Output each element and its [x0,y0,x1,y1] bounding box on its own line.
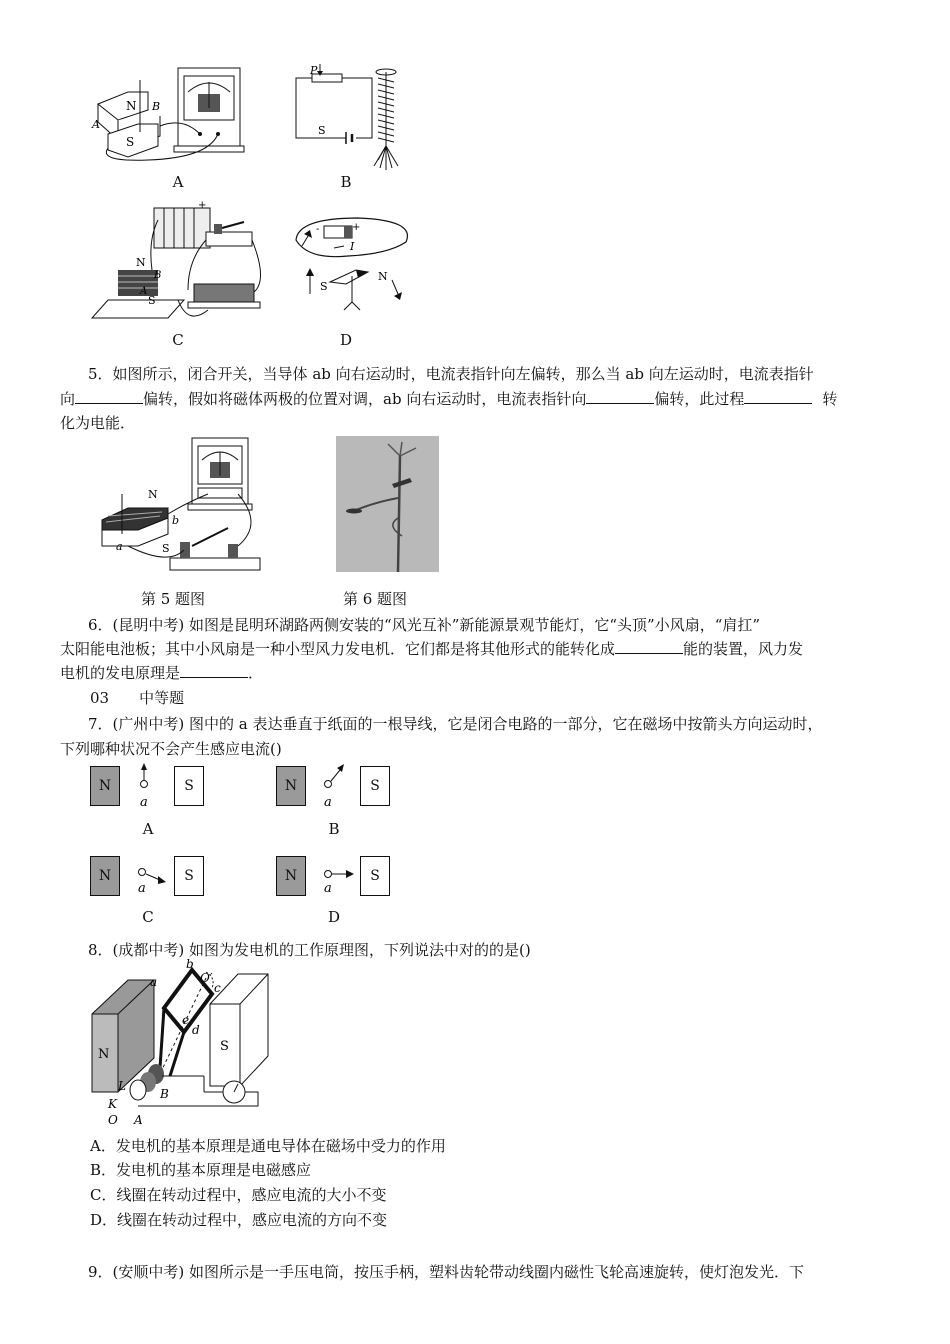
fig8-c-label: c [214,981,221,995]
q6-blank-1[interactable] [615,639,683,654]
fig4c-s-label: S [148,294,156,307]
section-title: 中等题 [139,689,185,707]
fig8-n-label: N [98,1047,110,1062]
q5-blank-1[interactable] [75,389,143,404]
q6-line1: 6．(昆明中考) 如图是昆明环湖路两侧安装的“风光互补”新能源景观节能灯，它“头顶”小风扇，“肩扛” [88,616,761,634]
fig4d-plus: + [352,222,361,233]
q6-line2: 太阳能电池板；其中小风扇是一种小型风力发电机．它们都是将其他形式的能转化成 能的装置，风力发 [60,640,804,658]
fig5-n-label: N [148,488,158,501]
q7a-n-pole: N [90,766,120,806]
q7b-n-pole: N [276,766,306,806]
fig8-b-label: b [186,958,194,971]
q9-number: 9 [88,1263,98,1281]
figure-5-caption: 第 5 题图 [140,590,206,608]
svg-text:a: a [324,881,332,896]
q5-number: 5 [88,365,98,383]
q7-option-a-label[interactable]: A [142,820,154,838]
fig4a-s-label: S [126,135,135,149]
q6-blank-2[interactable] [180,663,248,678]
q7d-s-pole: S [360,856,390,896]
fig8-b2-label: B [160,1087,169,1101]
q7-number: 7 [88,715,98,733]
svg-text:a: a [140,795,148,810]
q7b-wire [318,760,348,810]
fig4a-a-label: A [92,118,100,131]
q5-line1: 5．如图所示，闭合开关，当导体 ab 向右运动时，电流表指针向左偏转，那么当 ab 向左运动时，电流表指针 [88,365,814,383]
fig5-b-label: b [172,514,180,527]
fig8-d-label: d [192,1023,200,1037]
figure-4b [290,62,420,172]
figure-4d-label: D [339,331,353,349]
fig4c-plus: + [198,200,207,211]
figure-4b-label: B [340,173,352,191]
fig4d-n-label: N [378,270,388,283]
fig8-o-label: O [108,1113,118,1126]
figure-5 [88,434,268,574]
figure-4c [88,200,268,328]
section-code: 03 [90,689,110,707]
q5-blank-2[interactable] [586,389,654,404]
q8-option-c[interactable]: C．线圈在转动过程中，感应电流的大小不变 [90,1186,387,1204]
q8-option-d[interactable]: D．线圈在转动过程中，感应电流的方向不变 [90,1211,388,1229]
figure-8-generator [88,958,278,1126]
q7-line2: 下列哪种状况不会产生感应电流() [60,740,282,758]
q8-option-b[interactable]: B．发电机的基本原理是电磁感应 [90,1161,312,1179]
fig8-k-label: K [108,1097,117,1111]
fig4d-i-label: I [350,240,355,253]
q8-line1: 8．(成都中考) 如图为发电机的工作原理图，下列说法中对的的是() [88,941,531,959]
q7b-s-pole: S [360,766,390,806]
fig4c-a-label: A [140,286,148,297]
q7a-wire [132,760,162,810]
fig4c-n-label: N [136,256,146,269]
svg-text:a: a [138,881,146,896]
fig4b-p-label: P [310,64,318,77]
q7-line1: 7．(广州中考) 图中的 a 表达垂直于纸面的一根导线，它是闭合电路的一部分，它在磁场中按箭头方向运动时， [88,715,823,733]
q9-line1: 9．(安顺中考) 如图所示是一手压电筒，按压手柄，塑料齿轮带动线圈内磁性飞轮高速旋转，使灯泡发光．下 [88,1263,805,1281]
fig4a-b-label: B [152,100,161,113]
figure-6-photo [336,436,439,572]
figure-6-caption: 第 6 题图 [342,590,408,608]
svg-text:a: a [324,795,332,810]
q7c-wire [134,858,174,898]
figure-4a [88,62,258,172]
fig4d-s-label: S [320,280,328,293]
figure-4d [288,210,418,320]
q7a-s-pole: S [174,766,204,806]
fig8-s-label: S [220,1039,229,1054]
q7c-s-pole: S [174,856,204,896]
fig5-s-label: S [162,542,170,555]
fig5-a-label: a [116,540,123,553]
fig8-e-label: e [182,1013,190,1027]
q5-line3: 化为电能． [60,414,136,432]
q7-option-b-label[interactable]: B [328,820,340,838]
q7c-n-pole: N [90,856,120,896]
fig8-l-label: L [118,1079,126,1093]
section-heading [90,686,184,710]
figure-4c-label: C [172,331,184,349]
q7-option-d-label[interactable]: D [327,908,341,926]
q5-blank-3[interactable] [744,389,812,404]
q8-option-a[interactable]: A．发电机的基本原理是通电导体在磁场中受力的作用 [90,1137,446,1155]
figure-4a-label: A [172,173,184,191]
fig4c-b-label: B [154,270,162,281]
fig4b-s-label: S [318,124,326,137]
fig8-a-label: a [150,975,158,989]
q5-line2: 向 偏转，假如将磁体两极的位置对调，ab 向右运动时，电流表指针向 偏转，此过程 转 [60,390,838,408]
fig4a-n-label: N [126,99,137,113]
q6-number: 6 [88,616,98,634]
q7-option-c-label[interactable]: C [142,908,154,926]
fig4d-minus: - [316,224,320,235]
fig8-a2-label: A [134,1113,143,1126]
fig8-o2-label: O′ [200,971,213,985]
q8-number: 8 [88,941,98,959]
q7d-wire [320,858,360,898]
q6-line3: 电机的发电原理是 ． [60,664,264,682]
q7d-n-pole: N [276,856,306,896]
